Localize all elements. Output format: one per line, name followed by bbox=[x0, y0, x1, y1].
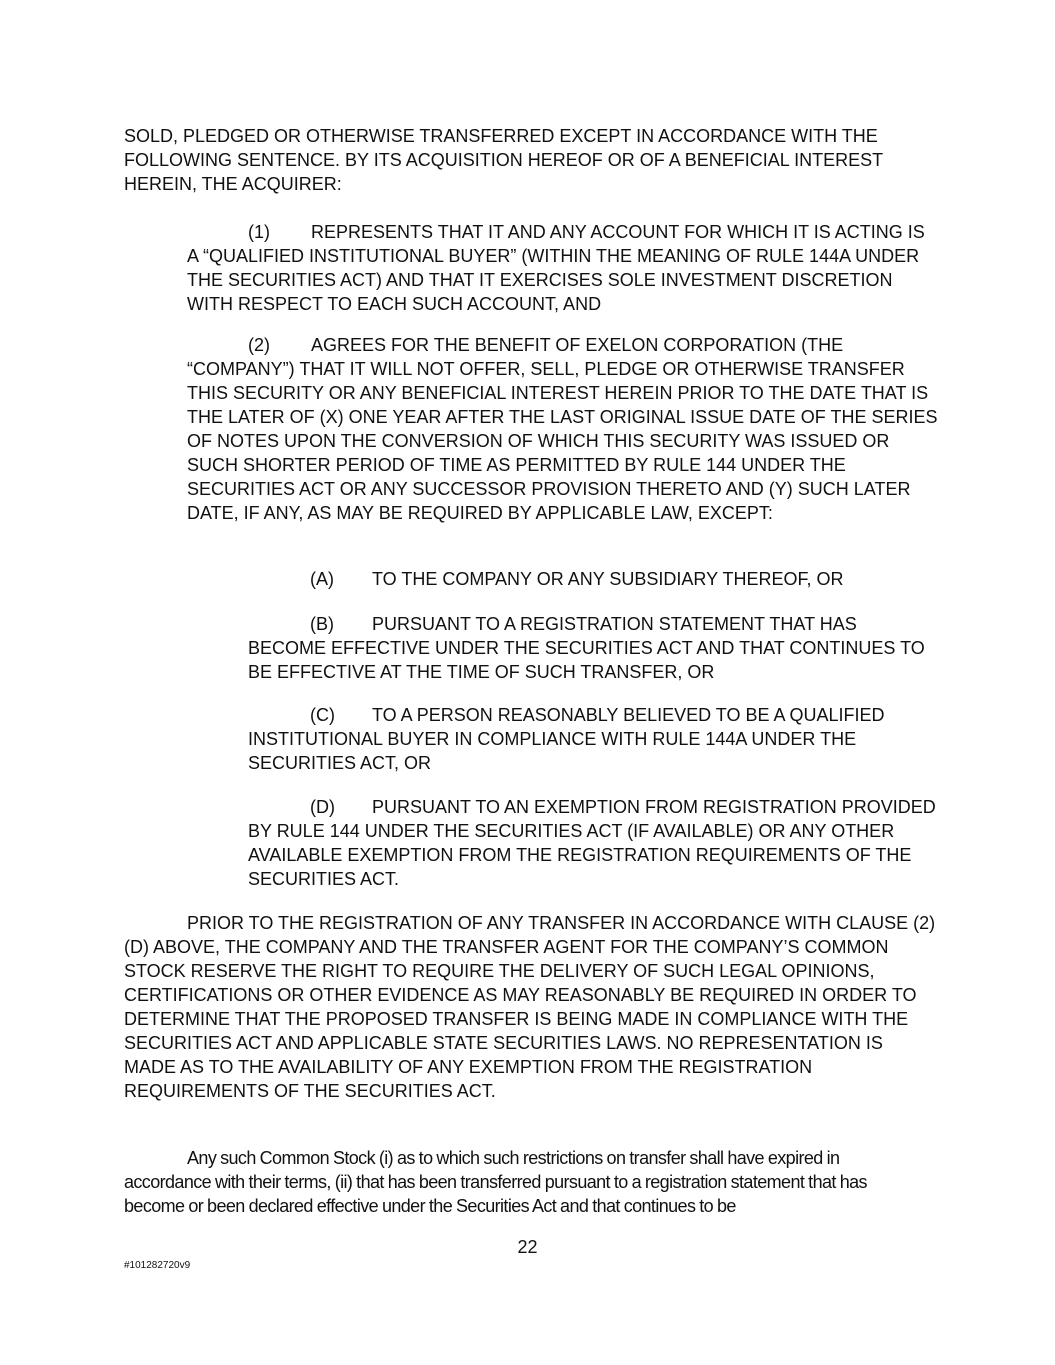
clause-2-number: (2) bbox=[248, 335, 270, 355]
page-number: 22 bbox=[517, 1237, 538, 1257]
clause-1-paragraph bbox=[187, 220, 939, 316]
clause-1-text: REPRESENTS THAT IT AND ANY ACCOUNT FOR WHICH IT IS ACTING IS A “QUALIFIED INSTITUTIONAL BUYER” (WITHIN THE MEANING OF RULE 144A UNDER THE SECURITIES ACT) AND THAT IT EXERCISES SOLE INVESTMENT DISCRETION WITH RESPECT TO EACH SUCH ACCOUNT, AND bbox=[187, 222, 925, 314]
subclause-c-letter: (C) bbox=[310, 705, 335, 725]
common-stock-paragraph: Any such Common Stock (i) as to which such restrictions on transfer shall have expired in accordance with their terms, (ii) that has been transferred pursuant to a registration statement that has become or been declared effective under the Securities Act and that continues to be bbox=[124, 1148, 867, 1216]
subclause-c-paragraph bbox=[248, 703, 938, 775]
registration-requirements-paragraph: PRIOR TO THE REGISTRATION OF ANY TRANSFER IN ACCORDANCE WITH CLAUSE (2)(D) ABOVE, THE COMPANY AND THE TRANSFER AGENT FOR THE COMPANY’S COMMON STOCK RESERVE THE RIGHT TO REQUIRE THE DELIVERY OF SUCH LEGAL OPINIONS, CERTIFICATIONS OR OTHER EVIDENCE AS MAY REASONABLY BE REQUIRED IN ORDER TO DETERMINE THAT THE PROPOSED TRANSFER IS BEING MADE IN COMPLIANCE WITH THE SECURITIES ACT AND APPLICABLE STATE SECURITIES LAWS. NO REPRESENTATION IS MADE AS TO THE AVAILABILITY OF ANY EXEMPTION FROM THE REGISTRATION REQUIREMENTS OF THE SECURITIES ACT. bbox=[124, 913, 936, 1101]
subclause-a-text: TO THE COMPANY OR ANY SUBSIDIARY THEREOF, OR bbox=[372, 569, 844, 589]
subclause-d-paragraph bbox=[248, 795, 938, 891]
legend-intro-paragraph: SOLD, PLEDGED OR OTHERWISE TRANSFERRED EXCEPT IN ACCORDANCE WITH THE FOLLOWING SENTENCE. BY ITS ACQUISITION HEREOF OR OF A BENEFICIAL INTEREST HEREIN, THE ACQUIRER: bbox=[124, 126, 883, 194]
subclause-b-text: PURSUANT TO A REGISTRATION STATEMENT THAT HAS BECOME EFFECTIVE UNDER THE SECURITIES ACT AND THAT CONTINUES TO BE EFFECTIVE AT THE TIME OF SUCH TRANSFER, OR bbox=[248, 614, 925, 682]
subclause-a-paragraph bbox=[248, 567, 938, 591]
subclause-d-letter: (D) bbox=[310, 797, 335, 817]
subclause-a-letter: (A) bbox=[310, 569, 334, 589]
subclause-b-letter: (B) bbox=[310, 614, 334, 634]
subclause-c-text: TO A PERSON REASONABLY BELIEVED TO BE A QUALIFIED INSTITUTIONAL BUYER IN COMPLIANCE WITH RULE 144A UNDER THE SECURITIES ACT, OR bbox=[248, 705, 885, 773]
clause-2-paragraph bbox=[187, 333, 939, 525]
subclause-b-paragraph bbox=[248, 612, 938, 684]
document-id: #101282720v9 bbox=[124, 1260, 191, 1271]
subclause-d-text: PURSUANT TO AN EXEMPTION FROM REGISTRATION PROVIDED BY RULE 144 UNDER THE SECURITIES ACT (IF AVAILABLE) OR ANY OTHER AVAILABLE EXEMPTION FROM THE REGISTRATION REQUIREMENTS OF THE SECURITIES ACT. bbox=[248, 797, 936, 889]
clause-2-text: AGREES FOR THE BENEFIT OF EXELON CORPORATION (THE “COMPANY”) THAT IT WILL NOT OFFER, SELL, PLEDGE OR OTHERWISE TRANSFER THIS SECURITY OR ANY BENEFICIAL INTEREST HEREIN PRIOR TO THE DATE THAT IS THE LATER OF (X) ONE YEAR AFTER THE LAST ORIGINAL ISSUE DATE OF THE SERIES OF NOTES UPON THE CONVERSION OF WHICH THIS SECURITY WAS ISSUED OR SUCH SHORTER PERIOD OF TIME AS PERMITTED BY RULE 144 UNDER THE SECURITIES ACT OR ANY SUCCESSOR PROVISION THERETO AND (Y) SUCH LATER DATE, IF ANY, AS MAY BE REQUIRED BY APPLICABLE LAW, EXCEPT: bbox=[187, 335, 938, 523]
clause-1-number: (1) bbox=[248, 222, 270, 242]
